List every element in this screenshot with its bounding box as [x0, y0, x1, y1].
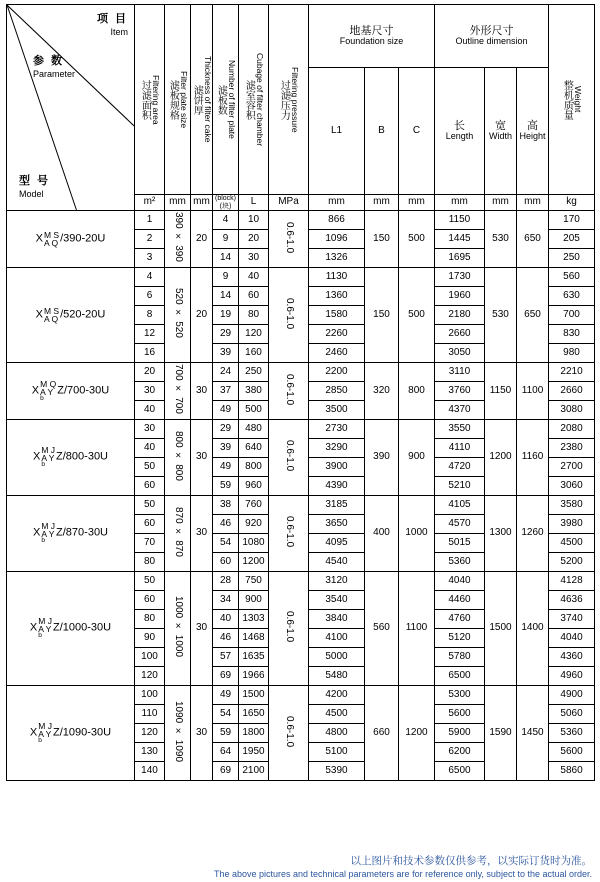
cell-area: 90 [135, 629, 165, 648]
cell-length: 1445 [435, 230, 485, 249]
cell-L1: 4200 [309, 686, 365, 705]
cell-cake: 20 [191, 268, 213, 363]
cell-area: 100 [135, 686, 165, 705]
cell-cubage: 900 [239, 591, 269, 610]
cell-area: 40 [135, 401, 165, 420]
cell-cubage: 20 [239, 230, 269, 249]
cell-weight: 4960 [549, 667, 595, 686]
cell-L1: 5390 [309, 762, 365, 781]
disclaimer-en: The above pictures and technical parameters are for reference only, subject to the actual order. [213, 868, 592, 879]
cell-L1: 4100 [309, 629, 365, 648]
group-outline-dimension: 外形尺寸 Outline dimension [435, 5, 549, 68]
cell-height: 1160 [517, 420, 549, 496]
cell-weight: 2660 [549, 382, 595, 401]
cell-pressure: 0.6-1.0 [269, 572, 309, 686]
cell-C: 500 [399, 211, 435, 268]
cell-area: 40 [135, 439, 165, 458]
cell-area: 120 [135, 667, 165, 686]
cell-length: 5015 [435, 534, 485, 553]
cell-cubage: 1800 [239, 724, 269, 743]
cell-length: 5300 [435, 686, 485, 705]
cell-B: 560 [365, 572, 399, 686]
cell-weight: 630 [549, 287, 595, 306]
cell-area: 3 [135, 249, 165, 268]
cell-length: 5780 [435, 648, 485, 667]
cell-area: 60 [135, 591, 165, 610]
cell-cubage: 920 [239, 515, 269, 534]
cell-area: 80 [135, 553, 165, 572]
cell-weight: 5600 [549, 743, 595, 762]
cell-pressure: 0.6-1.0 [269, 686, 309, 781]
cell-height: 1100 [517, 363, 549, 420]
cell-plates: 19 [213, 306, 239, 325]
cell-plates: 38 [213, 496, 239, 515]
cell-B: 150 [365, 268, 399, 363]
cell-weight: 4636 [549, 591, 595, 610]
cell-L1: 1326 [309, 249, 365, 268]
cell-cubage: 1303 [239, 610, 269, 629]
cell-area: 8 [135, 306, 165, 325]
cell-plates: 9 [213, 230, 239, 249]
cell-L1: 4390 [309, 477, 365, 496]
cell-area: 60 [135, 477, 165, 496]
table-row [7, 496, 595, 515]
cell-B: 660 [365, 686, 399, 781]
cell-L1: 3900 [309, 458, 365, 477]
cell-length: 2660 [435, 325, 485, 344]
cell-area: 2 [135, 230, 165, 249]
cell-plates: 37 [213, 382, 239, 401]
cell-plates: 60 [213, 553, 239, 572]
cell-plates: 39 [213, 439, 239, 458]
cell-L1: 5480 [309, 667, 365, 686]
cell-plates: 54 [213, 705, 239, 724]
cell-plates: 29 [213, 420, 239, 439]
col-cake-thickness: 滤饼厚 Thickness of filter cake [191, 5, 213, 195]
cell-C: 800 [399, 363, 435, 420]
cell-L1: 1130 [309, 268, 365, 287]
cell-weight: 205 [549, 230, 595, 249]
cell-height: 1450 [517, 686, 549, 781]
cell-plates: 4 [213, 211, 239, 230]
cell-cubage: 480 [239, 420, 269, 439]
cell-L1: 2730 [309, 420, 365, 439]
cell-C: 1200 [399, 686, 435, 781]
table-row [7, 363, 595, 382]
cell-length: 4110 [435, 439, 485, 458]
cell-L1: 1096 [309, 230, 365, 249]
header-row-main [7, 5, 595, 68]
cell-plates: 14 [213, 287, 239, 306]
cell-plates: 46 [213, 515, 239, 534]
unit-plate-size: mm [165, 195, 191, 211]
model-cell: X M J A Y b Z/1000-30U [7, 572, 135, 686]
cell-length: 3760 [435, 382, 485, 401]
cell-pressure: 0.6-1.0 [269, 268, 309, 363]
cell-weight: 5360 [549, 724, 595, 743]
unit-weight: kg [549, 195, 595, 211]
unit-plate-number: (block)(块) [213, 195, 239, 211]
cell-cubage: 120 [239, 325, 269, 344]
cell-height: 650 [517, 211, 549, 268]
disclaimer-footer [0, 854, 592, 880]
unit-C: mm [399, 195, 435, 211]
cell-plate-size: 1000 × 1000 [165, 572, 191, 686]
cell-area: 70 [135, 534, 165, 553]
subcol-width: 宽 Width [485, 68, 517, 195]
table-row [7, 268, 595, 287]
cell-cubage: 250 [239, 363, 269, 382]
cell-height: 650 [517, 268, 549, 363]
unit-B: mm [365, 195, 399, 211]
model-cell: X M J A Y b Z/1090-30U [7, 686, 135, 781]
subcol-C: C [399, 68, 435, 195]
model-cell: X M J A Y b Z/800-30U [7, 420, 135, 496]
cell-area: 60 [135, 515, 165, 534]
cell-length: 4040 [435, 572, 485, 591]
cell-length: 1695 [435, 249, 485, 268]
cell-cubage: 2100 [239, 762, 269, 781]
cell-weight: 2700 [549, 458, 595, 477]
cell-cubage: 80 [239, 306, 269, 325]
cell-C: 1100 [399, 572, 435, 686]
model-cell: X M S A Q /520-20U [7, 268, 135, 363]
header-item-label: 项 目 Item [96, 13, 128, 37]
cell-C: 900 [399, 420, 435, 496]
cell-weight: 4040 [549, 629, 595, 648]
cell-length: 6500 [435, 762, 485, 781]
cell-cubage: 160 [239, 344, 269, 363]
cell-L1: 2200 [309, 363, 365, 382]
col-plate-number: 滤板数 Number of filter plate [213, 5, 239, 195]
cell-area: 50 [135, 496, 165, 515]
cell-L1: 4500 [309, 705, 365, 724]
cell-plates: 54 [213, 534, 239, 553]
cell-area: 16 [135, 344, 165, 363]
cell-height: 1400 [517, 572, 549, 686]
cell-area: 140 [135, 762, 165, 781]
model-cell: X M S A Q /390-20U [7, 211, 135, 268]
cell-pressure: 0.6-1.0 [269, 496, 309, 572]
cell-area: 12 [135, 325, 165, 344]
cell-area: 6 [135, 287, 165, 306]
cell-cubage: 1650 [239, 705, 269, 724]
col-filtering-area: 过滤面积 Filtering area [135, 5, 165, 195]
cell-cake: 30 [191, 572, 213, 686]
cell-pressure: 0.6-1.0 [269, 211, 309, 268]
cell-cubage: 640 [239, 439, 269, 458]
cell-C: 500 [399, 268, 435, 363]
cell-weight: 4128 [549, 572, 595, 591]
cell-area: 50 [135, 458, 165, 477]
cell-cubage: 1468 [239, 629, 269, 648]
cell-length: 3550 [435, 420, 485, 439]
cell-L1: 3540 [309, 591, 365, 610]
cell-width: 1200 [485, 420, 517, 496]
cell-length: 2180 [435, 306, 485, 325]
unit-length: mm [435, 195, 485, 211]
cell-area: 30 [135, 382, 165, 401]
cell-plate-size: 800 × 800 [165, 420, 191, 496]
cell-L1: 1360 [309, 287, 365, 306]
cell-B: 400 [365, 496, 399, 572]
cell-area: 50 [135, 572, 165, 591]
cell-cubage: 500 [239, 401, 269, 420]
cell-L1: 3185 [309, 496, 365, 515]
cell-plates: 28 [213, 572, 239, 591]
cell-cubage: 1635 [239, 648, 269, 667]
cell-L1: 4800 [309, 724, 365, 743]
cell-area: 30 [135, 420, 165, 439]
cell-plates: 59 [213, 724, 239, 743]
cell-plates: 34 [213, 591, 239, 610]
cell-cubage: 1200 [239, 553, 269, 572]
cell-cubage: 30 [239, 249, 269, 268]
cell-weight: 4500 [549, 534, 595, 553]
cell-length: 4370 [435, 401, 485, 420]
cell-weight: 3740 [549, 610, 595, 629]
cell-cubage: 1500 [239, 686, 269, 705]
cell-width: 1590 [485, 686, 517, 781]
cell-length: 1960 [435, 287, 485, 306]
unit-height: mm [517, 195, 549, 211]
cell-plates: 39 [213, 344, 239, 363]
cell-length: 1730 [435, 268, 485, 287]
unit-pressure: MPa [269, 195, 309, 211]
cell-plates: 59 [213, 477, 239, 496]
cell-length: 3050 [435, 344, 485, 363]
cell-cubage: 40 [239, 268, 269, 287]
cell-L1: 2260 [309, 325, 365, 344]
cell-cubage: 750 [239, 572, 269, 591]
cell-weight: 5060 [549, 705, 595, 724]
cell-area: 20 [135, 363, 165, 382]
cell-area: 120 [135, 724, 165, 743]
cell-length: 5120 [435, 629, 485, 648]
cell-length: 4460 [435, 591, 485, 610]
cell-plates: 49 [213, 686, 239, 705]
cell-area: 110 [135, 705, 165, 724]
cell-weight: 700 [549, 306, 595, 325]
cell-L1: 3650 [309, 515, 365, 534]
cell-length: 4720 [435, 458, 485, 477]
unit-L1: mm [309, 195, 365, 211]
header-model-label: 型 号 Model [19, 175, 51, 199]
col-filtering-pressure: 过滤压力 Filtering pressure [269, 5, 309, 195]
cell-weight: 3080 [549, 401, 595, 420]
cell-length: 3110 [435, 363, 485, 382]
unit-cake-thickness: mm [191, 195, 213, 211]
cell-weight: 980 [549, 344, 595, 363]
cell-plates: 69 [213, 762, 239, 781]
subcol-B: B [365, 68, 399, 195]
cell-height: 1260 [517, 496, 549, 572]
cell-pressure: 0.6-1.0 [269, 363, 309, 420]
cell-cake: 30 [191, 363, 213, 420]
cell-C: 1000 [399, 496, 435, 572]
cell-cubage: 10 [239, 211, 269, 230]
cell-B: 390 [365, 420, 399, 496]
cell-length: 6500 [435, 667, 485, 686]
cell-L1: 4095 [309, 534, 365, 553]
cell-cake: 20 [191, 211, 213, 268]
table-row [7, 420, 595, 439]
cell-plate-size: 700 × 700 [165, 363, 191, 420]
cell-cake: 30 [191, 496, 213, 572]
cell-plates: 14 [213, 249, 239, 268]
cell-weight: 3060 [549, 477, 595, 496]
cell-width: 1500 [485, 572, 517, 686]
cell-cubage: 1966 [239, 667, 269, 686]
unit-width: mm [485, 195, 517, 211]
cell-B: 150 [365, 211, 399, 268]
model-cell: X M J A Y b Z/870-30U [7, 496, 135, 572]
cell-cubage: 1080 [239, 534, 269, 553]
cell-plate-size: 520 × 520 [165, 268, 191, 363]
model-cell: X M Q A Y b Z/700-30U [7, 363, 135, 420]
cell-weight: 5860 [549, 762, 595, 781]
cell-width: 530 [485, 268, 517, 363]
cell-width: 1300 [485, 496, 517, 572]
cell-pressure: 0.6-1.0 [269, 420, 309, 496]
cell-plates: 29 [213, 325, 239, 344]
disclaimer-cn: 以上图片和技术参数仅供参考，以实际订货时为准。 [350, 854, 592, 867]
cell-plates: 49 [213, 458, 239, 477]
cell-weight: 250 [549, 249, 595, 268]
col-chamber-cubage: 滤室容积 Cubage of filter chamber [239, 5, 269, 195]
cell-cake: 30 [191, 420, 213, 496]
cell-cake: 30 [191, 686, 213, 781]
cell-length: 6200 [435, 743, 485, 762]
cell-area: 100 [135, 648, 165, 667]
subcol-L1: L1 [309, 68, 365, 195]
cell-length: 5900 [435, 724, 485, 743]
cell-area: 1 [135, 211, 165, 230]
cell-length: 5360 [435, 553, 485, 572]
table-row [7, 211, 595, 230]
cell-plates: 57 [213, 648, 239, 667]
cell-L1: 4540 [309, 553, 365, 572]
cell-L1: 3500 [309, 401, 365, 420]
cell-length: 4105 [435, 496, 485, 515]
cell-weight: 4360 [549, 648, 595, 667]
cell-L1: 3290 [309, 439, 365, 458]
cell-weight: 170 [549, 211, 595, 230]
unit-cubage: L [239, 195, 269, 211]
cell-L1: 5100 [309, 743, 365, 762]
cell-width: 1150 [485, 363, 517, 420]
cell-L1: 866 [309, 211, 365, 230]
cell-L1: 3120 [309, 572, 365, 591]
table-row [7, 686, 595, 705]
table-row [7, 572, 595, 591]
cell-weight: 830 [549, 325, 595, 344]
cell-cubage: 60 [239, 287, 269, 306]
cell-plates: 40 [213, 610, 239, 629]
header-parameter-label: 参 数 Parameter [33, 55, 76, 79]
cell-L1: 5000 [309, 648, 365, 667]
subcol-height: 高 Height [517, 68, 549, 195]
cell-weight: 2080 [549, 420, 595, 439]
cell-weight: 4900 [549, 686, 595, 705]
cell-length: 5600 [435, 705, 485, 724]
cell-weight: 3580 [549, 496, 595, 515]
cell-weight: 2380 [549, 439, 595, 458]
specification-table [6, 4, 595, 781]
cell-area: 80 [135, 610, 165, 629]
cell-length: 5210 [435, 477, 485, 496]
cell-length: 1150 [435, 211, 485, 230]
cell-plates: 24 [213, 363, 239, 382]
cell-width: 530 [485, 211, 517, 268]
cell-cubage: 760 [239, 496, 269, 515]
unit-filtering-area: m² [135, 195, 165, 211]
cell-weight: 560 [549, 268, 595, 287]
cell-weight: 3980 [549, 515, 595, 534]
cell-cubage: 800 [239, 458, 269, 477]
cell-plate-size: 390 × 390 [165, 211, 191, 268]
cell-plate-size: 870 × 870 [165, 496, 191, 572]
cell-cubage: 960 [239, 477, 269, 496]
cell-plate-size: 1090 × 1090 [165, 686, 191, 781]
cell-weight: 5200 [549, 553, 595, 572]
cell-L1: 1580 [309, 306, 365, 325]
cell-plates: 69 [213, 667, 239, 686]
cell-plates: 49 [213, 401, 239, 420]
col-weight: 整机质量 Weight [549, 5, 595, 195]
cell-cubage: 380 [239, 382, 269, 401]
cell-length: 4570 [435, 515, 485, 534]
cell-area: 4 [135, 268, 165, 287]
cell-cubage: 1950 [239, 743, 269, 762]
cell-area: 130 [135, 743, 165, 762]
cell-B: 320 [365, 363, 399, 420]
group-foundation-size: 地基尺寸 Foundation size [309, 5, 435, 68]
cell-weight: 2210 [549, 363, 595, 382]
header-corner-cell [7, 5, 135, 211]
cell-L1: 2850 [309, 382, 365, 401]
subcol-length: 长 Length [435, 68, 485, 195]
cell-plates: 46 [213, 629, 239, 648]
col-filter-plate-size: 滤板规格 Filter plate size [165, 5, 191, 195]
cell-length: 4760 [435, 610, 485, 629]
cell-plates: 64 [213, 743, 239, 762]
cell-L1: 3840 [309, 610, 365, 629]
cell-plates: 9 [213, 268, 239, 287]
cell-L1: 2460 [309, 344, 365, 363]
